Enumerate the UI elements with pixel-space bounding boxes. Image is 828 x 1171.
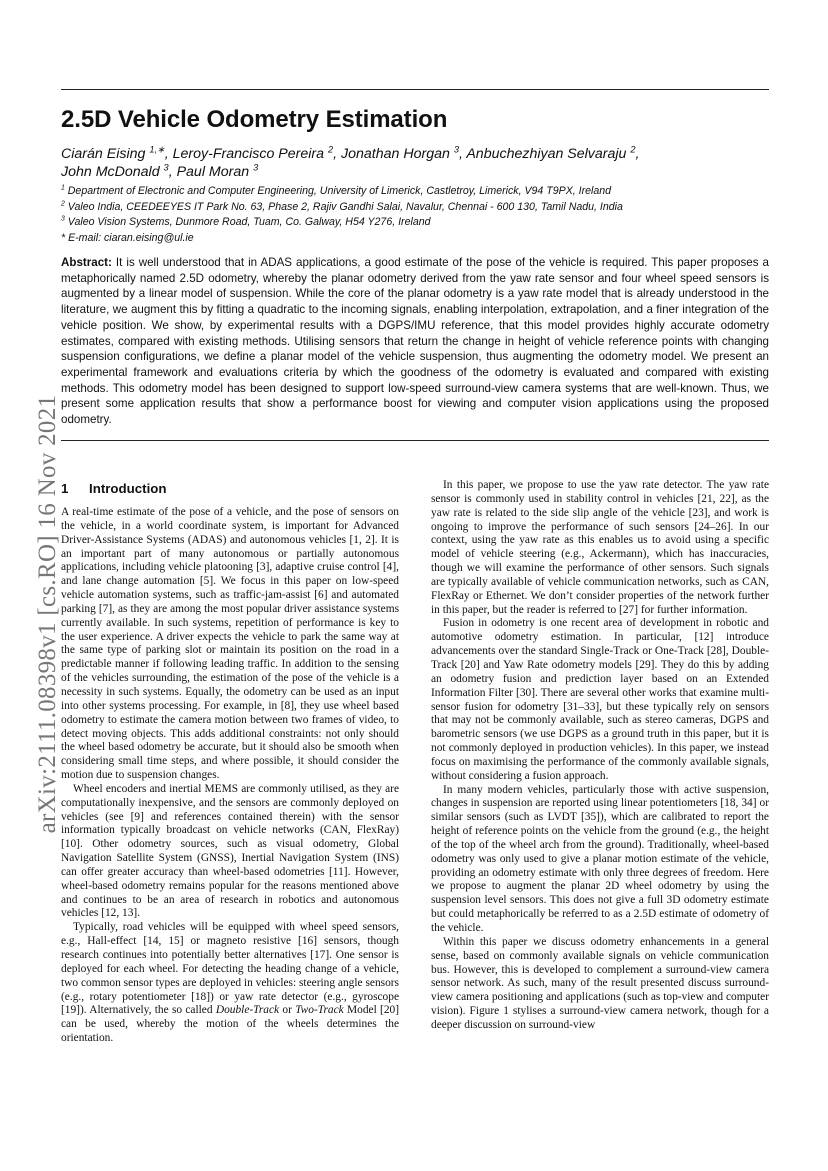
author-name: Anbuchezhiyan Selvaraju bbox=[466, 146, 627, 162]
author-name: Ciarán Eising bbox=[61, 146, 146, 162]
section-title: Introduction bbox=[89, 481, 167, 496]
author-name: Leroy-Francisco Pereira bbox=[172, 146, 325, 162]
author-name: Jonathan Horgan bbox=[341, 146, 450, 162]
author-line-1: Ciarán Eising $^{1,∗}$, Leroy-Francisco Pereira $^2$, Jonathan Horgan $^3$, Anbuchezhiyan Selvaraju $^2$, bbox=[61, 144, 640, 162]
paragraph-text: Model [20] can be used, whereby the motion of the wheels determines the orientation. bbox=[61, 1004, 399, 1045]
abstract-text: It is well understood that in ADAS applications, a good estimate of the pose of the vehicle is required. This paper proposes a metaphorically named 2.5D odometry, whereby the planar odometry derived from the yaw rate sensor and four wheel speed sensors is augmented by a linear model of suspension. While the core of the planar odometry is a yaw rate model that is already understood in the literature, we augment this by fitting a quadratic to the incoming signals, enabling interpolation, extrapolation, and a finer integration of the vehicle position. We show, by experimental results with a DGPS/IMU reference, that this model provides highly accurate odometry estimates, compared with existing methods. Utilising sensors that return the change in height of vehicle reference points with changing suspension configurations, we define a planar model of the vehicle suspension, thus augmenting the odometry model. We present an experimental framework and evaluations criteria by which the goodness of the odometry is evaluated and compared with existing methods. This odometry model has been designed to support low-speed surround-view camera systems that are well-known. Thus, we present some application results that show a performance boost for viewing and computer vision applications using the proposed odometry. bbox=[61, 256, 769, 427]
affiliation-marker: 2 bbox=[61, 199, 65, 207]
affiliation-text: Valeo Vision Systems, Dunmore Road, Tuam, Co. Galway, H54 Y276, Ireland bbox=[67, 216, 431, 228]
body-paragraph: Wheel encoders and inertial MEMS are commonly utilised, as they are computationally inexpensive, and the sensors are commonly deployed on vehicles (see [9] and references contained therein) with the sensor information typically broadcast on vehicle networks (CAN, FlexRay) [10]. Other odometry sources, such as visual odometry, Global Navigation Satellite System (GNSS), Inertial Navigation System (INS) can offer greater accuracy than wheel-based odometries [11]. However, wheel-based odometry remains popular for the reasons mentioned above and continues to be an area of research in robotics and autonomous vehicles [12, 13]. bbox=[61, 782, 399, 920]
body-paragraph: A real-time estimate of the pose of a vehicle, and the pose of sensors on the vehicle, in a world coordinate system, is important for Advanced Driver-Assistance Systems (ADAS) and autonomous vehicles [1, 2]. It is an important part of many autonomous or partially autonomous applications, including vehicle platooning [3], adaptive cruise control [4], and lane change automation [5]. We focus in this paper on low-speed vehicle automation systems, such as traffic-jam-assist [6] and automated parking [7], as they are among the most popular driver assistance systems currently available. In such systems, repetition of performance is key to the user experience. A driver expects the vehicle to park the same way at the same type of parking slot or maintain its position on the road in a predictable manner if following leading traffic. In addition to the sensing of the vehicles surrounding, the estimation of the pose of the vehicle is a necessity in such systems. Equally, the odometry can be used as an input into other systems processing. For example, in [8], they use wheel based odometry to estimate the camera motion between two frames of video, to detect moving objects. This adds additional constraints: not only should the wheel based odometry be accurate, but it should also be smooth when considering small time steps, and where possible, it should consider the motion due to suspension changes. bbox=[61, 506, 399, 782]
author-affil-marker: 3 bbox=[253, 161, 259, 172]
author-affil-marker: 2 bbox=[328, 144, 334, 155]
body-paragraph bbox=[61, 921, 399, 1046]
corresponding-email: * E-mail: ciaran.eising@ul.ie bbox=[61, 231, 194, 244]
paper-title: 2.5D Vehicle Odometry Estimation bbox=[61, 106, 448, 133]
author-affil-marker: 3 bbox=[163, 161, 169, 172]
right-column bbox=[431, 479, 769, 1033]
body-paragraph: In this paper, we propose to use the yaw rate detector. The yaw rate sensor is commonly used in stability control in vehicles [21, 22], as the yaw rate is related to the side slip angle of the vehicle [23], and work is ongoing to improve the performance of such sensors [24–26]. In our context, using the yaw rate as this enables us to avoid using a specific model of vehicle steering (e.g., Ackermann), which has inaccuracies, though we will examine the performance of other sensors. Such signals are typically available of vehicle communication networks, such as CAN, FlexRay or Ethernet. We don’t consider properties of the network further in this paper, but the reader is referred to [27] for further information. bbox=[431, 479, 769, 616]
body-paragraph: Within this paper we discuss odometry enhancements in a general sense, based on commonly available signals on vehicle communication bus. However, this is developed to complement a surround-view camera sensor network. As such, many of the result presented discuss surround-view camera positioning and applications (such as top-view and computer vision). Figure 1 stylises a surround-view camera network, though for a deeper discussion on surround-view bbox=[431, 935, 769, 1031]
left-column bbox=[61, 506, 399, 1046]
abstract-label: Abstract: bbox=[61, 256, 112, 269]
author-line-2: John McDonald $^3$, Paul Moran $^3$ bbox=[61, 161, 259, 180]
author-name: Paul Moran bbox=[176, 163, 250, 180]
author-affil-marker: 3 bbox=[453, 144, 459, 155]
affiliation-item bbox=[61, 184, 761, 200]
paragraph-text: or bbox=[279, 1004, 296, 1017]
body-paragraph: In many modern vehicles, particularly those with active suspension, changes in suspension are reported using linear potentiometers [18, 34] or similar sensors (such as LVDT [35]), which are calibrated to report the height of reference points on the vehicle from the ground (e.g., the height of the top of the wheel arch from the ground). Traditionally, wheel-based odometry was only used to give a planar motion estimate of the vehicle, providing an odometry estimate with only three degrees of freedom. Here we propose to augment the planar 2D wheel odometry by using the suspension level sensors. This does not give a full 3D odometry estimate but could metaphorically be referred to as a 2.5D estimate of odometry of the vehicle. bbox=[431, 783, 769, 934]
author-affil-marker: 2 bbox=[630, 144, 636, 155]
section-heading bbox=[61, 481, 167, 496]
emphasis-text: Double-Track bbox=[215, 1004, 280, 1017]
abstract-bottom-rule bbox=[61, 440, 769, 441]
affiliation-list bbox=[61, 184, 761, 246]
author-name: John McDonald bbox=[61, 163, 160, 180]
top-rule bbox=[61, 89, 769, 90]
affiliation-text: Department of Electronic and Computer Engineering, University of Limerick, Castletroy, Limerick, V94 T9PX, Ireland bbox=[67, 185, 612, 197]
affiliation-item bbox=[61, 200, 761, 216]
author-list bbox=[61, 146, 761, 181]
paragraph-text: Typically, road vehicles will be equipped with wheel speed sensors, e.g., Hall-effect [14, 15] or magneto resistive [16] sensors, though research continues into potentially better alternatives [17]. One sensor is deployed for each wheel. For detecting the heading change of a vehicle, two common sensor types are deployed in vehicles: steering angle sensors (e.g., rotary potentiometer [18]) or yaw rate detector (e.g., gyroscope [19]). Alternatively, the so called bbox=[61, 921, 399, 1017]
author-affil-marker: 1,∗ bbox=[149, 144, 165, 155]
affiliation-marker: 3 bbox=[61, 215, 65, 223]
affiliation-marker: 1 bbox=[61, 184, 65, 192]
arxiv-identifier: arXiv:2111.08398v1 [cs.RO] 16 Nov 2021 bbox=[34, 394, 61, 834]
section-number: 1 bbox=[61, 481, 69, 496]
body-paragraph: Fusion in odometry is one recent area of development in robotic and automotive odometry estimation. In particular, [12] introduce advancements over the standard Single-Track or One-Track [28], Double-Track [20] and Yaw Rate odometry models [29]. They do this by adding an odometry fusion and prediction layer based on an Extended Information Filter [30]. There are several other works that examine multi-sensor fusion for odometry [31–33], but these typically rely on sensors that may not be commonly available, such as stereo cameras, DGPS and barometric sensors (we use DGPS as a ground truth in this paper, but it is not commonly deployed in production vehicles). In this paper, we instead focus on maximising the performance of the commonly available signals, without considering a fusion approach. bbox=[431, 617, 769, 782]
affiliation-text: Valeo India, CEEDEEYES IT Park No. 63, Phase 2, Rajiv Gandhi Salai, Navalur, Chennai - 600 130, Tamil Nadu, India bbox=[67, 200, 623, 213]
affiliation-item bbox=[61, 215, 761, 231]
emphasis-text: Two-Track bbox=[295, 1004, 344, 1017]
abstract bbox=[61, 255, 769, 428]
